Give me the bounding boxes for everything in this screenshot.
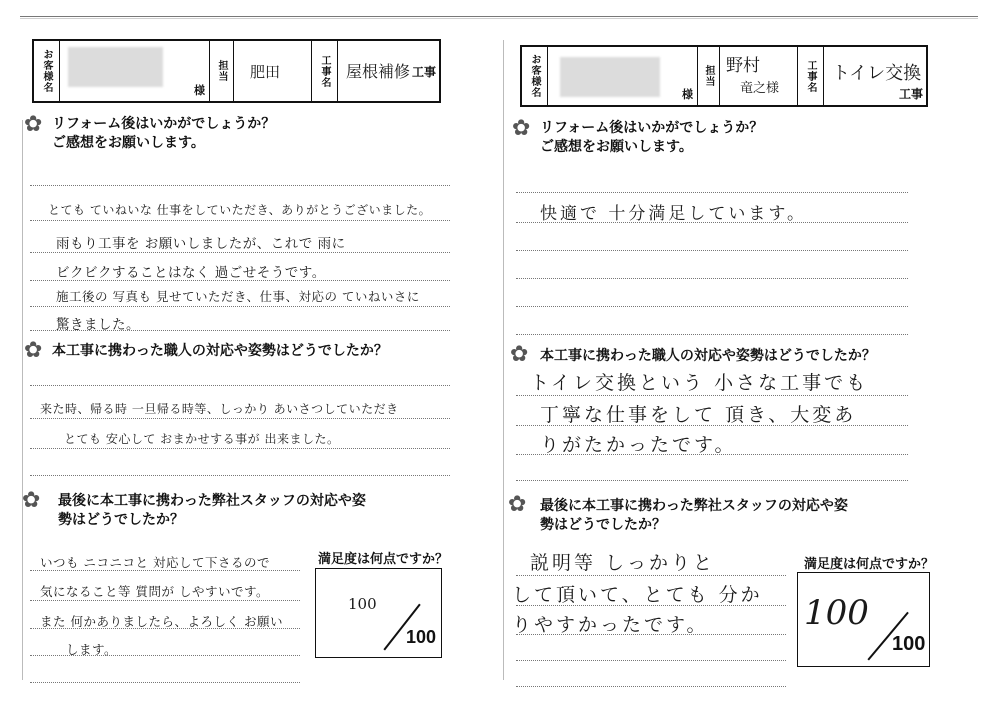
answer-line (516, 278, 908, 279)
answer-2-line: とても 安心して おまかせする事が 出来ました。 (64, 432, 340, 446)
answer-1-line: 快適で 十分満足しています。 (540, 204, 808, 224)
answer-1-line: 施工後の 写真も 見せていただき、仕事、対応の ていねいさに (56, 289, 420, 304)
score-label: 満足度は何点ですか？ (318, 551, 449, 566)
staff-label: 担当 (703, 65, 714, 87)
flower-icon: ✿ (512, 116, 531, 141)
question-1-line1: リフォーム後はいかがでしょうか？ (540, 119, 764, 135)
answer-line (516, 480, 908, 481)
score-label: 満足度は何点ですか？ (804, 556, 935, 571)
customer-name-cell (548, 47, 698, 105)
score-value: 100 (348, 595, 377, 613)
answer-3-line: また 何かありましたら、よろしく お願い (40, 614, 283, 629)
question-2-line1: 本工事に携わった職人の対応や姿勢はどうでしたか？ (52, 342, 388, 358)
staff-name-line2: 竜之様 (740, 81, 780, 96)
question-1-line1: リフォーム後はいかがでしょうか？ (52, 115, 276, 131)
answer-line (516, 192, 908, 193)
question-1 (540, 118, 763, 156)
answer-1-line: 驚きました。 (56, 317, 140, 333)
question-2-line1: 本工事に携わった職人の対応や姿勢はどうでしたか？ (540, 347, 876, 363)
redacted-customer-name (560, 57, 660, 97)
flower-icon: ✿ (510, 342, 529, 367)
work-suffix: 工事 (411, 65, 436, 79)
work-name: トイレ交換 (832, 63, 922, 84)
score-value: 100 (804, 593, 869, 633)
answer-3-line: して頂いて、とても 分か (512, 584, 763, 606)
answer-2-line: 来た時、帰る時 一旦帰る時等、しっかり あいさつしていただき (40, 402, 399, 416)
staff-name-line1: 野村 (726, 56, 760, 76)
answer-3-line: 気になること等 質問が しやすいです。 (40, 584, 269, 599)
work-suffix: 工事 (898, 87, 923, 101)
question-3-line1: 最後に本工事に携わった弊社スタッフの対応や姿 (58, 492, 366, 508)
question-1-line2: ご感想をお願いします。 (52, 134, 205, 150)
answer-3-line: いつも ニコニコと 対応して下さるので (40, 555, 270, 570)
answer-line (516, 306, 908, 307)
honorific: 様 (682, 88, 693, 101)
customer-label: お客様名 (529, 54, 540, 98)
answer-line (516, 250, 908, 251)
flower-icon: ✿ (508, 492, 527, 517)
answer-line (516, 575, 786, 576)
answer-3-line: りやすかったです。 (512, 614, 709, 636)
work-label-cell (798, 47, 824, 105)
flower-icon: ✿ (24, 112, 43, 137)
answer-3-line: 説明等 しっかりと (530, 552, 716, 574)
header-table (520, 45, 928, 107)
answer-line (516, 686, 786, 687)
answer-line (516, 334, 908, 335)
work-name-cell (824, 47, 926, 105)
question-3-line1: 最後に本工事に携わった弊社スタッフの対応や姿 (540, 497, 848, 513)
question-1-line2: ご感想をお願いします。 (540, 138, 693, 154)
answer-line (516, 395, 908, 396)
work-label: 工事名 (319, 54, 330, 88)
question-2 (540, 346, 876, 365)
staff-label-cell (698, 47, 720, 105)
question-3 (540, 496, 848, 534)
question-3-line2: 勢はどうでしたか？ (540, 516, 666, 532)
honorific: 様 (194, 84, 205, 97)
customer-label: お客様名 (41, 49, 52, 93)
answer-3-line: します。 (66, 642, 118, 657)
score-max: 100 (892, 633, 926, 655)
score-max: 100 (406, 627, 437, 647)
flower-icon: ✿ (24, 338, 43, 363)
answer-1-line: とても ていねいな 仕事をしていただき、ありがとうございました。 (48, 203, 432, 217)
staff-name: 肥田 (250, 63, 281, 81)
work-label: 工事名 (805, 59, 816, 93)
staff-label: 担当 (216, 60, 227, 82)
staff-name-cell (720, 47, 798, 105)
work-name: 屋根補修 (346, 62, 411, 81)
score-box (797, 572, 930, 667)
customer-label-cell (522, 47, 548, 105)
flower-icon: ✿ (22, 488, 41, 513)
answer-1-line: ビクビクすることはなく 過ごせそうです。 (56, 265, 326, 281)
answer-line (516, 660, 786, 661)
answer-2-line: りがたかったです。 (540, 434, 737, 456)
answer-2-line: トイレ交換という 小さな工事でも (530, 372, 869, 394)
question-3-line2: 勢はどうでしたか？ (58, 511, 184, 527)
answer-2-line: 丁寧な仕事をして 頂き、大変あ (540, 404, 857, 426)
answer-1-line: 雨もり工事を お願いしましたが、これで 雨に (56, 236, 346, 252)
